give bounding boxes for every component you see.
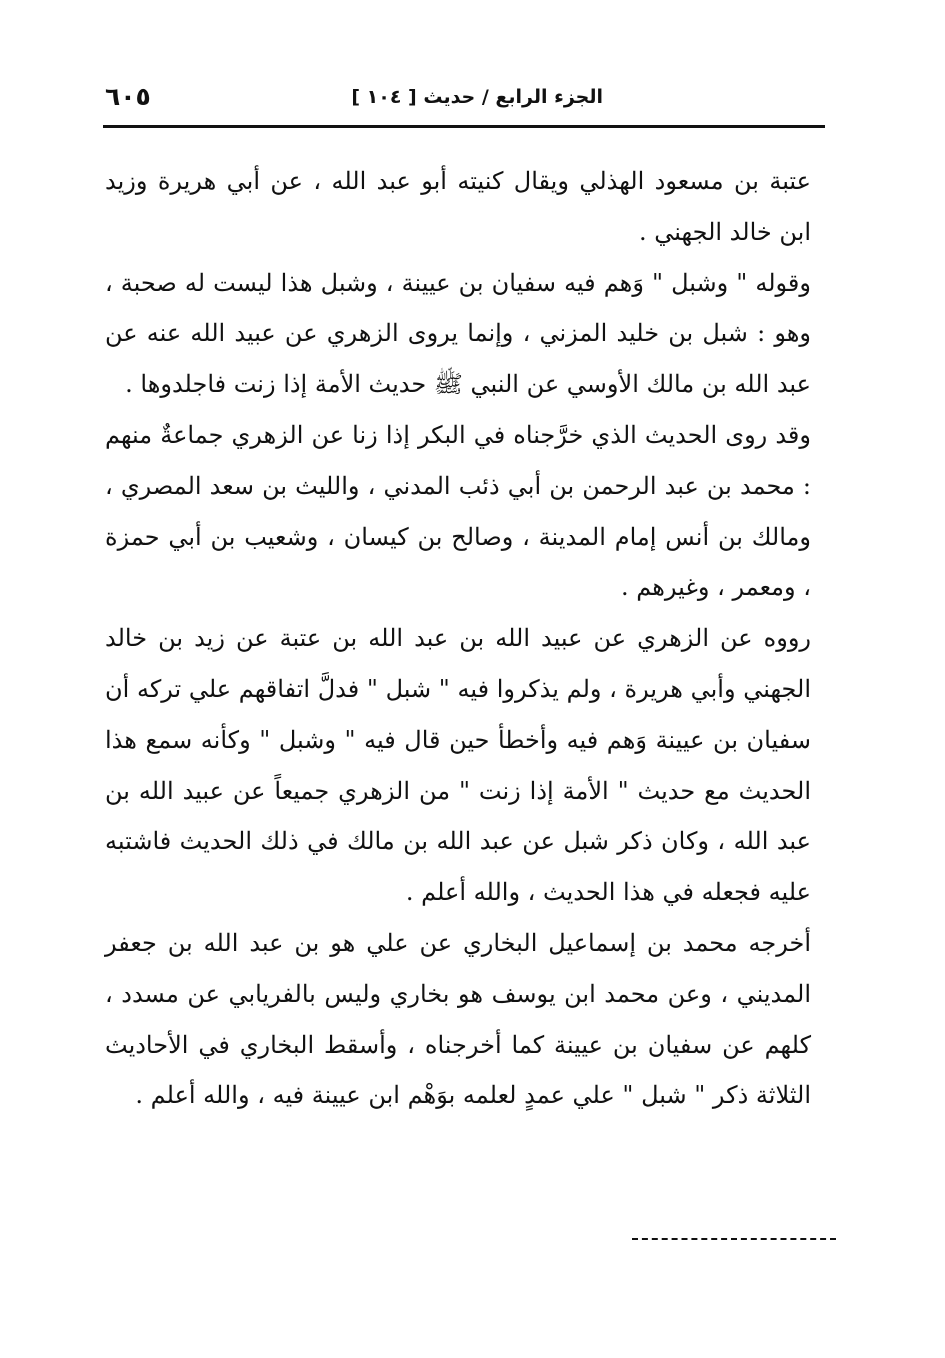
paragraph: عتبة بن مسعود الهذلي ويقال كنيته أبو عبد الله ، عن أبي هريرة وزيد ابن خالد الجهني . <box>105 167 811 246</box>
paragraph: وقوله " وشبل " وَهم فيه سفيان بن عيينة ، وشبل هذا ليست له صحبة ، وهو : شبل بن خليد المزني ، وإنما يروى الزهري عن عبيد الله عنه عن عبد الله بن مالك الأوسي عن النبي ﷺ حديث الأمة إذا زنت فاجلدوها . <box>105 268 811 399</box>
header-title: الجزء الرابع / حديث [ ١٠٤ ] <box>351 86 603 108</box>
body-text <box>105 156 811 1121</box>
header-rule <box>103 125 825 128</box>
page-number: ٦٠٥ <box>105 82 151 111</box>
paragraph: أخرجه محمد بن إسماعيل البخاري عن علي هو بن عبد الله بن جعفر المديني ، وعن محمد ابن يوسف هو بخاري وليس بالفريابي عن مسدد ، كلهم عن سفيان بن عيينة كما أخرجناه ، وأسقط البخاري في الأحاديث الثلاثة ذكر " شبل " علي عمدٍ لعلمه بوَهْم ابن عيينة فيه ، والله أعلم . <box>105 928 811 1110</box>
paragraph: رووه عن الزهري عن عبيد الله بن عبد الله بن عتبة عن زيد بن خالد الجهني وأبي هريرة ، ولم يذكروا فيه " شبل " فدلَّ اتفاقهم علي تركه أن سفيان بن عيينة وَهم فيه وأخطأ حين قال فيه " وشبل " وكأنه سمع هذا الحديث مع حديث " الأمة إذا زنت " من الزهري جميعاً عن عبيد الله بن عبد الله ، وكان ذكر شبل عن عبد الله بن مالك في ذلك الحديث فاشتبه عليه فجعله في هذا الحديث ، والله أعلم . <box>105 624 811 907</box>
footnote-separator <box>632 1238 836 1240</box>
paragraph: وقد روى الحديث الذي خرَّجناه في البكر إذا زنا عن الزهري جماعةٌ منهم : محمد بن عبد الرحمن بن أبي ذئب المدني ، والليث بن سعد المصري ، ومالك بن أنس إمام المدينة ، وصالح بن كيسان ، وشعيب بن أبي حمزة ، ومعمر ، وغيرهم . <box>105 420 811 602</box>
running-header <box>105 82 823 122</box>
